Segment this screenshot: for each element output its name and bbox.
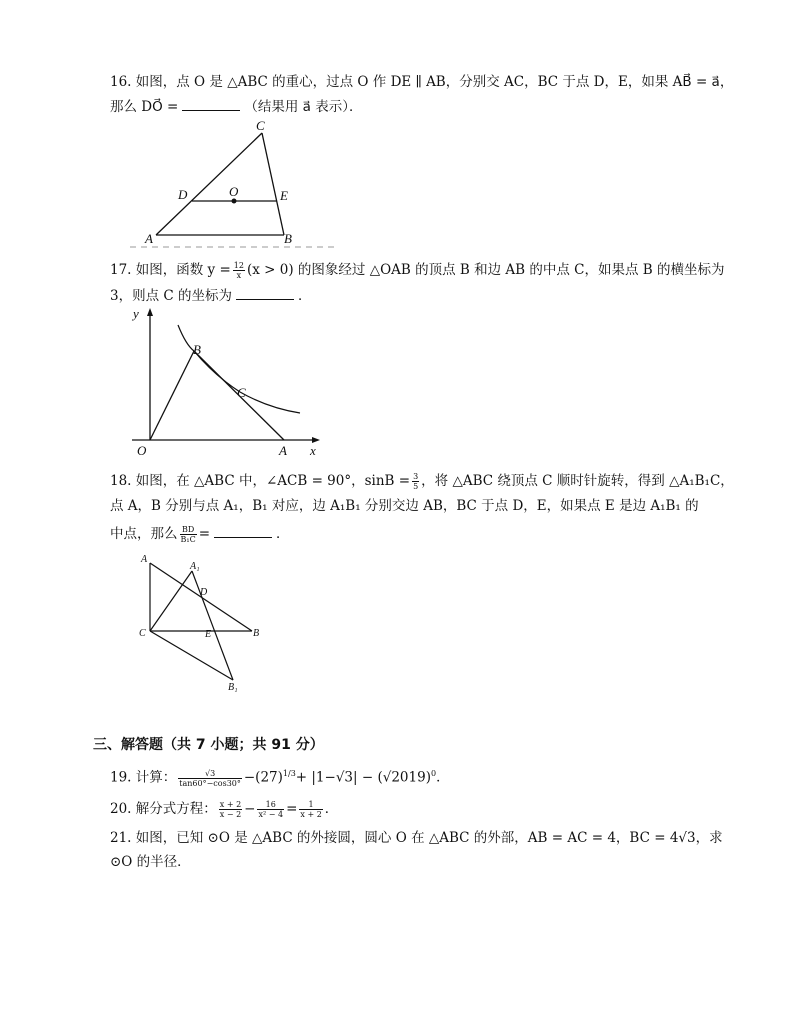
q17-label-o: O [137, 443, 147, 458]
q18-ratio-num: BD [180, 525, 197, 535]
q20-fraction-3-den: x + 2 [300, 810, 322, 819]
q19-exponent-third: 1/3 [282, 769, 296, 778]
q16-line1: 16. 如图，点 O 是 △ABC 的重心，过点 O 作 DE ∥ AB，分别交 AC，BC 于点 D，E，如果 AB⃗ = a⃗， [110, 74, 734, 90]
q18-line3-suffix: ． [276, 526, 290, 542]
q20-fraction-2 [257, 800, 284, 819]
q18-side-ca1 [150, 571, 192, 631]
q17-line1-suffix: (x > 0) 的图象经过 △OAB 的顶点 B 和边 AB 的中点 C，如果点 B 的横坐标为 [246, 262, 725, 278]
q20-fraction-1 [219, 800, 242, 819]
q21-line2: ⊙O 的半径． [110, 854, 191, 870]
q16-label-d: D [178, 187, 188, 202]
q21-line1: 21. 如图，已知 ⊙O 是 △ABC 的外接圆，圆心 O 在 △ABC 的外部，AB = AC = 4，BC = 4√3，求 [110, 830, 723, 846]
q20-end: ． [324, 801, 339, 817]
q18-line1-suffix: ，将 △ABC 绕顶点 C 顺时针旋转，得到 △A₁B₁C， [421, 473, 734, 489]
q19-prefix: 19. 计算： [110, 769, 177, 786]
q18-sin-den: 5 [413, 482, 419, 491]
q17-fraction-num: 12 [233, 261, 244, 270]
q17-line2-prefix: 3，则点 C 的坐标为 [110, 288, 233, 304]
q18-side-a1b1 [192, 571, 233, 680]
q17-line1-prefix: 17. 如图，函数 y = [110, 262, 231, 278]
q16-label-b: B [284, 231, 292, 246]
q18-line3-equals: = [198, 526, 211, 542]
q18-sin-num: 3 [413, 472, 419, 481]
q18-line1-prefix: 18. 如图，在 △ABC 中，∠ACB = 90°，sinB = [110, 473, 411, 489]
q19-fraction-den: tan60°−cos30° [179, 778, 241, 788]
q17-label-c: C [237, 385, 246, 400]
q18-label-b1: B₁ [228, 682, 238, 693]
q20-fraction-3 [299, 800, 322, 819]
q16-label-a: A [145, 231, 153, 246]
q18-ratio-den: B₁C [180, 535, 196, 544]
q19-end: ． [436, 769, 450, 786]
q19-line [110, 765, 450, 788]
section3-heading: 三、解答题（共 7 小题；共 91 分） [93, 737, 324, 753]
q17-label-b: B [193, 342, 201, 357]
q20-equals: = [286, 801, 298, 817]
q17-label-y: y [133, 306, 139, 321]
q16-label-c: C [256, 118, 265, 133]
q18-line3-prefix: 中点，那么 [110, 526, 178, 542]
q20-minus: − [244, 801, 256, 817]
q19-term-cube-root: −(27) [243, 769, 283, 786]
q18-side-cb1 [150, 631, 233, 680]
q18-label-e: E [205, 629, 212, 640]
q20-fraction-3-num: 1 [299, 800, 322, 810]
q17-label-a: A [279, 443, 287, 458]
q20-fraction-2-den: x² − 4 [258, 810, 284, 819]
q16-line2-suffix: （结果用 a⃗ 表示）． [244, 99, 363, 115]
q19-fraction-num: √3 [178, 769, 242, 779]
q20-prefix: 20. 解分式方程： [110, 801, 217, 817]
q16-line2-prefix: 那么 DO⃗ = [110, 99, 179, 115]
q16-label-o: O [229, 184, 239, 199]
q17-fraction-den: x [236, 271, 242, 280]
q17-label-x: x [310, 443, 316, 458]
q18-label-c: C [139, 628, 146, 639]
q18-label-a1: A₁ [190, 561, 200, 572]
q19-rest: + |1−√3| − (√2019) [295, 769, 431, 786]
q18-line2: 点 A，B 分别与点 A₁，B₁ 对应，边 A₁B₁ 分别交边 AB，BC 于点 D，E，如果点 E 是边 A₁B₁ 的 [110, 498, 699, 514]
q19-fraction [178, 769, 242, 788]
q20-fraction-1-den: x − 2 [219, 810, 242, 819]
q16-label-e: E [280, 188, 288, 203]
q19-exponent-zero: 0 [430, 769, 437, 778]
q18-label-d: D [200, 587, 208, 598]
q20-line [110, 800, 338, 819]
q18-label-a: A [141, 554, 148, 565]
q17-line2-suffix: ． [298, 288, 312, 304]
q20-fraction-2-num: 16 [257, 800, 284, 810]
q18-label-b: B [253, 628, 260, 639]
q20-fraction-1-num: x + 2 [219, 800, 242, 809]
